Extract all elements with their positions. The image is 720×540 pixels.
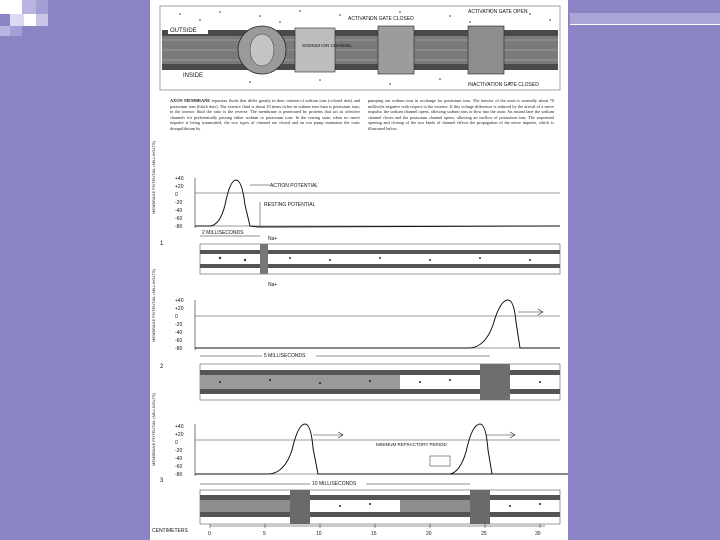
ruler-label: CENTIMETERS [152, 528, 188, 534]
panel-1-number: 1 [160, 241, 164, 247]
caption-right-text: pumping out sodium ions in exchange for potassium ions. The interior of the axon is normally about 70 millivolts negative with respect to the exterior. If this voltage difference is reduced by the arrival of a nerve impulse, the sodium channel opens, allowing sodium ions to flow into the axon. An instant later the sodium channel closes and the potassium channel opens, allowing an outflow of potassium ions. The sequential opening and closing of the two kinds of channel effects the propagation of the nerve impulse, which is illustrated below. [368, 98, 554, 131]
panel-3 [151, 392, 568, 524]
panel-3-tick: -80 [175, 472, 183, 478]
panel-3-trace-second [450, 424, 492, 474]
panel-1-tick: -40 [175, 208, 183, 214]
panel-3-tick: 0 [175, 440, 178, 446]
ruler-tick: 0 [208, 531, 211, 537]
ruler-tick: 5 [263, 531, 266, 537]
panel-2-time-label: 5 MILLISECONDS [264, 353, 306, 359]
panel-1-tick: -80 [175, 224, 183, 230]
panel-1-tick: +20 [175, 184, 184, 190]
panel-2-tick: -40 [175, 330, 183, 336]
ruler-tick: 10 [316, 531, 322, 537]
inside-label: INSIDE [183, 73, 204, 79]
inactivation-gate-closed-label: INACTIVATION GATE CLOSED [468, 82, 539, 88]
resting-potential-label: RESTING POTENTIAL [264, 202, 316, 208]
panel-3-ylabel: MEMBRANE POTENTIAL (MILLIVOLTS) [151, 393, 156, 466]
panel-3-tick: +20 [175, 432, 184, 438]
refractory-period-label: MINIMUM REFRACTORY PERIOD [376, 442, 447, 447]
activation-gate-closed-label: ACTIVATION GATE CLOSED [348, 16, 414, 22]
panel-3-trace-first [195, 424, 568, 474]
centimeter-ruler [152, 524, 545, 537]
ruler-tick: 15 [371, 531, 377, 537]
panel-2-tick: +20 [175, 306, 184, 312]
panel-1-tick: -20 [175, 200, 183, 206]
panel-1-time-label: 2 MILLISECONDS [202, 230, 244, 236]
ruler-tick: 20 [426, 531, 432, 537]
header-strip-decoration [570, 13, 720, 24]
panel-3-tick: +40 [175, 424, 184, 430]
page-figure [150, 0, 568, 540]
panel-3-tick: -60 [175, 464, 183, 470]
activation-gate-open-label: ACTIVATION GATE OPEN [468, 9, 528, 15]
panel-3-tick: -40 [175, 456, 183, 462]
caption-left-text: separates fluids that differ greatly in their content of sodium ions (colored dots) and potassium ions (black dots). The exterior fluid is about 10 times richer in sodium ions than is potassium ions; in the interior fluid the ratio is the reverse. The membrane is penetrated by proteins that act as selective channels for preferentially passing either sodium or potassium ions. In the resting state, when no nerve impulse is being transmitted, the two types of channel are closed and an ion pump maintains the ionic disequilibrium by [170, 98, 360, 131]
panel-2 [151, 268, 560, 400]
header-line-decoration [570, 24, 720, 25]
panel-3-number: 3 [160, 478, 164, 484]
panel-2-tick: -80 [175, 346, 183, 352]
panel-3-time-label: 10 MILLISECONDS [312, 481, 357, 487]
panel-1-tick: 0 [175, 192, 178, 198]
panel-2-action-potential-trace [195, 300, 560, 348]
corner-squares-decoration [0, 0, 150, 70]
membrane-diagram [160, 6, 560, 90]
panel-1-ylabel: MEMBRANE POTENTIAL (MILLIVOLTS) [151, 141, 156, 214]
scanned-page [150, 0, 568, 540]
ruler-tick: 25 [481, 531, 487, 537]
panel-1-tick: -60 [175, 216, 183, 222]
panel-1-tick: +40 [175, 176, 184, 182]
action-potential-label: ACTION POTENTIAL [270, 183, 319, 189]
panel-1-ion-top: Na+ [268, 236, 278, 242]
sodium-channel-label: SODIUM ION CHANNEL [302, 43, 353, 48]
ruler-tick: 30 [535, 531, 541, 537]
panel-2-tick: +40 [175, 298, 184, 304]
panel-1-ion-bottom: Na+ [268, 282, 278, 288]
outside-label: OUTSIDE [170, 28, 197, 34]
panel-3-tick: -20 [175, 448, 183, 454]
panel-2-ylabel: MEMBRANE POTENTIAL (MILLIVOLTS) [151, 269, 156, 342]
panel-2-tick: 0 [175, 314, 178, 320]
panel-2-tick: -60 [175, 338, 183, 344]
caption [170, 98, 554, 168]
panel-1-action-potential-trace [195, 180, 560, 227]
caption-heading: AXON MEMBRANE [170, 98, 211, 103]
panel-2-number: 2 [160, 364, 164, 370]
panel-2-tick: -20 [175, 322, 183, 328]
